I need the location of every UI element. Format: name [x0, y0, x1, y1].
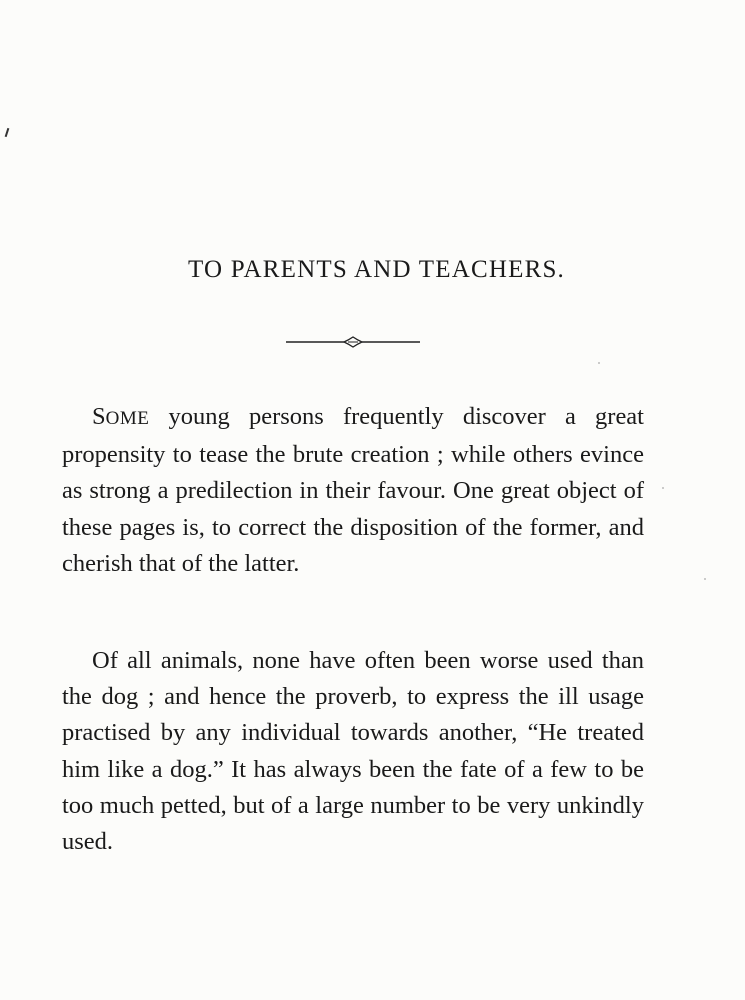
paragraph-2 — [62, 643, 644, 860]
paper-speck — [598, 362, 600, 364]
stray-ink-mark — [5, 128, 10, 137]
opening-capital: S — [92, 403, 106, 430]
paragraph-2-text: Of all animals, none have often been worse used than the dog ; and hence the proverb, to express the ill usage practised by any individual towards another, “He treated him like a dog.” It has always been the fate of a few to be too much petted, but of a large number to be very unkindly used. — [62, 647, 644, 856]
page-heading: TO PARENTS AND TEACHERS. — [187, 256, 566, 283]
decorative-rule-ornament — [286, 335, 420, 349]
paper-speck — [704, 578, 706, 580]
paragraph-1-text: young persons frequently discover a great propensity to tease the brute creation ; while others evince as strong a predilection in their favour. One great object of these pages is, to correct the disposition of the former, and cherish that of the latter. — [62, 403, 644, 577]
paper-speck — [662, 487, 664, 489]
opening-smallcaps: OME — [105, 408, 150, 429]
paragraph-1 — [62, 399, 644, 582]
